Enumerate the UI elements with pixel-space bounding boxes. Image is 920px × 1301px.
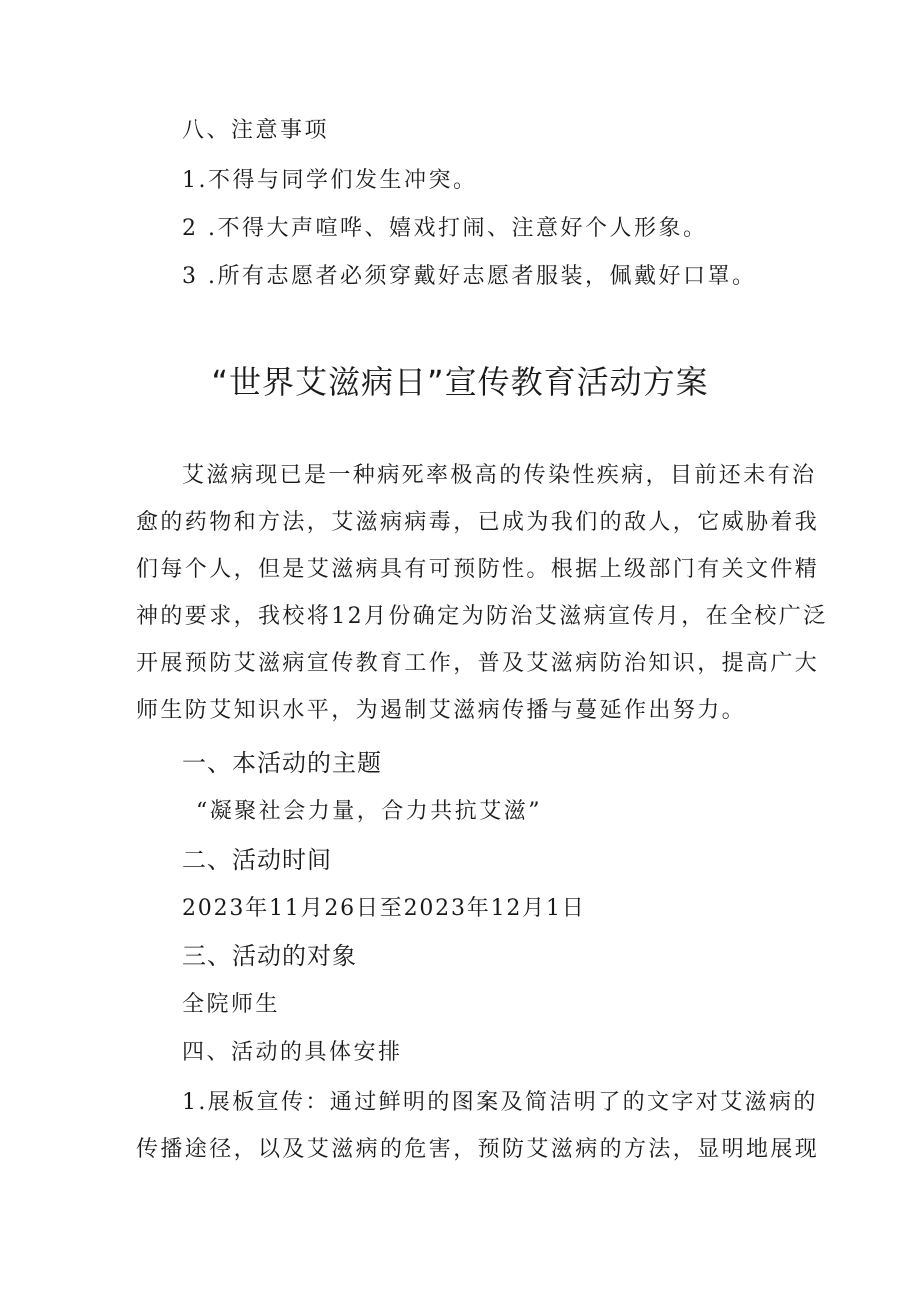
section4-item1-line: 传播途径，以及艾滋病的危害，预防艾滋病的方法，显明地展现	[136, 1137, 820, 1162]
section8-item-3: 3 .所有志愿者必须穿戴好志愿者服装，佩戴好口罩。	[182, 264, 757, 289]
section4-item1-paragraph	[136, 1079, 820, 1173]
intro-line: 们每个人，但是艾滋病具有可预防性。根据上级部门有关文件精	[136, 557, 820, 582]
section4-heading: 四、活动的具体安排	[182, 1040, 403, 1065]
section3-heading: 三、活动的对象	[182, 942, 357, 970]
section2-heading: 二、活动时间	[182, 846, 332, 874]
section2-time: 2023年11月26日至2023年12月1日	[182, 896, 586, 921]
section4-item1-line: 1.展板宣传：通过鲜明的图案及简洁明了的文字对艾滋病的	[182, 1090, 818, 1115]
intro-paragraph	[136, 452, 828, 734]
document-title: “世界艾滋病日”宣传教育活动方案	[211, 363, 709, 401]
section3-target: 全院师生	[182, 992, 281, 1017]
intro-line: 愈的药物和方法，艾滋病病毒，已成为我们的敌人，它威胁着我	[136, 510, 820, 535]
section1-theme: “凝聚社会力量，合力共抗艾滋”	[196, 799, 542, 824]
intro-line: 艾滋病现已是一种病死率极高的传染性疾病，目前还未有治	[182, 463, 817, 488]
section8-item-1: 1.不得与同学们发生冲突。	[182, 168, 478, 193]
intro-line: 开展预防艾滋病宣传教育工作，普及艾滋病防治知识，提高广大	[136, 651, 820, 676]
intro-line: 神的要求，我校将12月份确定为防治艾滋病宣传月，在全校广泛	[136, 604, 828, 629]
section8-item-2: 2 .不得大声喧哗、嬉戏打闹、注意好个人形象。	[182, 216, 708, 241]
section1-heading: 一、本活动的主题	[182, 749, 382, 777]
intro-line: 师生防艾知识水平，为遏制艾滋病传播与蔓延作出努力。	[136, 698, 747, 723]
section8-heading: 八、注意事项	[182, 118, 330, 143]
